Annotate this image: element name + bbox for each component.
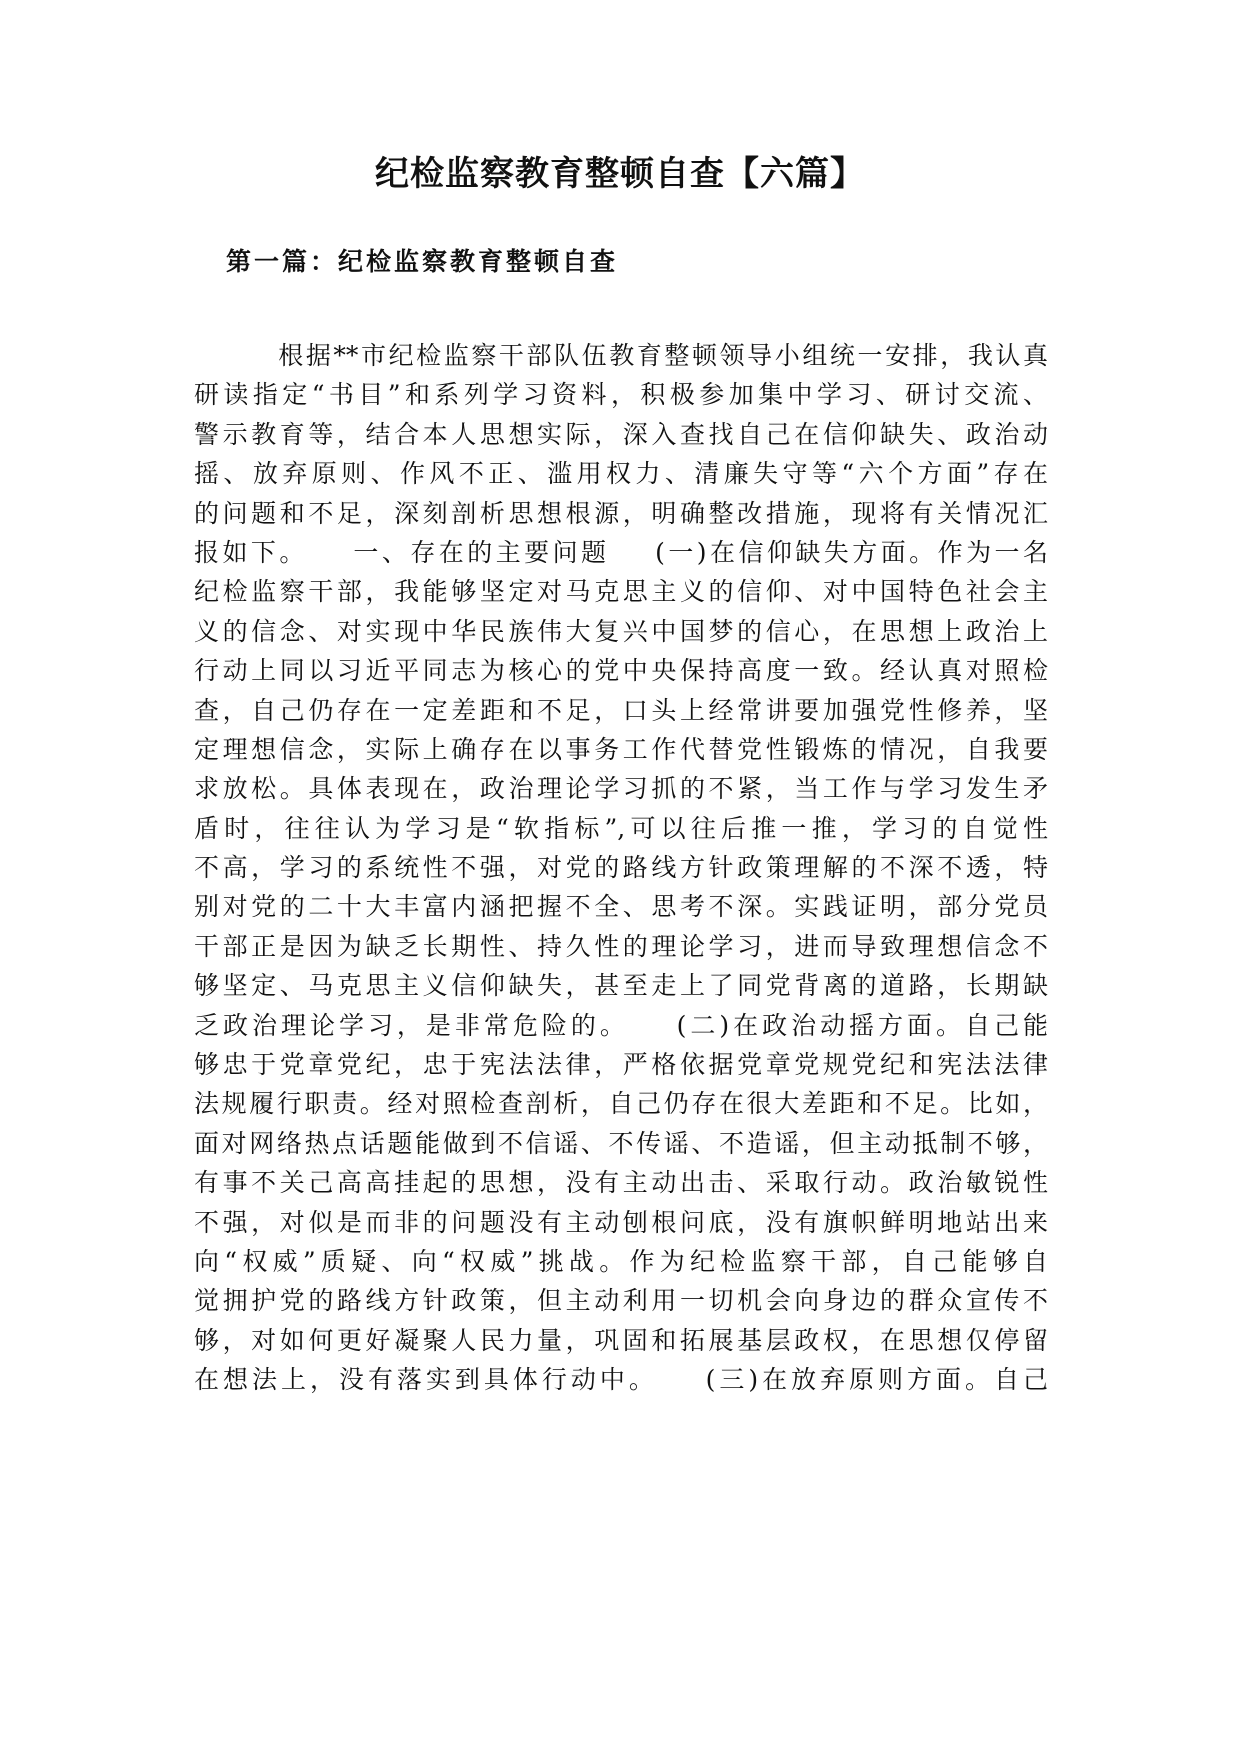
- body-text-line: 干部正是因为缺乏长期性、持久性的理论学习，进而导致理想信念不: [194, 931, 1048, 961]
- body-text-line: 行动上同以习近平同志为核心的党中央保持高度一致。经认真对照检: [194, 656, 1048, 686]
- body-text-line: 不高，学习的系统性不强，对党的路线方针政策理解的不深不透，特: [194, 853, 1048, 883]
- section-title: 第一篇：纪检监察教育整顿自查: [226, 247, 619, 276]
- body-text-line: 有事不关己高高挂起的思想，没有主动出击、采取行动。政治敏锐性: [194, 1168, 1048, 1198]
- body-text-line: 够，对如何更好凝聚人民力量，巩固和拓展基层政权，在思想仅停留: [194, 1325, 1048, 1355]
- body-text-line: 研读指定“书目”和系列学习资料，积极参加集中学习、研讨交流、: [194, 380, 1048, 410]
- document-title: 纪检监察教育整顿自查【六篇】: [375, 154, 865, 194]
- body-text-line: 根据**市纪检监察干部队伍教育整顿领导小组统一安排，我认真: [194, 341, 1048, 370]
- body-text-line: 够忠于党章党纪，忠于宪法法律，严格依据党章党规党纪和宪法法律: [194, 1050, 1048, 1080]
- body-text-line: 别对党的二十大丰富内涵把握不全、思考不深。实践证明，部分党员: [194, 892, 1048, 922]
- body-text-line: 摇、放弃原则、作风不正、滥用权力、清廉失守等“六个方面”存在: [194, 459, 1048, 489]
- body-text-line: 报如下。 一、存在的主要问题 (一)在信仰缺失方面。作为一名: [194, 537, 1048, 567]
- body-text-line: 够坚定、马克思主义信仰缺失，甚至走上了同党背离的道路，长期缺: [194, 971, 1048, 1001]
- body-text-line: 向“权威”质疑、向“权威”挑战。作为纪检监察干部，自己能够自: [194, 1246, 1048, 1276]
- body-text-line: 求放松。具体表现在，政治理论学习抓的不紧，当工作与学习发生矛: [194, 774, 1048, 804]
- body-text-line: 查，自己仍存在一定差距和不足，口头上经常讲要加强党性修养，坚: [194, 695, 1048, 725]
- body-text-line: 的问题和不足，深刻剖析思想根源，明确整改措施，现将有关情况汇: [194, 498, 1048, 528]
- body-paragraph: [194, 336, 1048, 1400]
- body-text-line: 在想法上，没有落实到具体行动中。 (三)在放弃原则方面。自己: [194, 1365, 1048, 1395]
- body-text-line: 盾时，往往认为学习是“软指标”,可以往后推一推，学习的自觉性: [194, 813, 1048, 843]
- body-text-line: 乏政治理论学习，是非常危险的。 (二)在政治动摇方面。自己能: [194, 1010, 1048, 1040]
- body-text-line: 面对网络热点话题能做到不信谣、不传谣、不造谣，但主动抵制不够，: [194, 1128, 1048, 1158]
- body-text-line: 警示教育等，结合本人思想实际，深入查找自己在信仰缺失、政治动: [194, 419, 1048, 449]
- body-text-line: 定理想信念，实际上确存在以事务工作代替党性锻炼的情况，自我要: [194, 734, 1048, 764]
- body-text-line: 觉拥护党的路线方针政策，但主动利用一切机会向身边的群众宣传不: [194, 1286, 1048, 1316]
- body-text-line: 不强，对似是而非的问题没有主动刨根问底，没有旗帜鲜明地站出来: [194, 1207, 1048, 1237]
- body-text-line: 义的信念、对实现中华民族伟大复兴中国梦的信心，在思想上政治上: [194, 616, 1048, 646]
- body-text-line: 法规履行职责。经对照检查剖析，自己仍存在很大差距和不足。比如，: [194, 1089, 1048, 1119]
- body-text-line: 纪检监察干部，我能够坚定对马克思主义的信仰、对中国特色社会主: [194, 577, 1048, 607]
